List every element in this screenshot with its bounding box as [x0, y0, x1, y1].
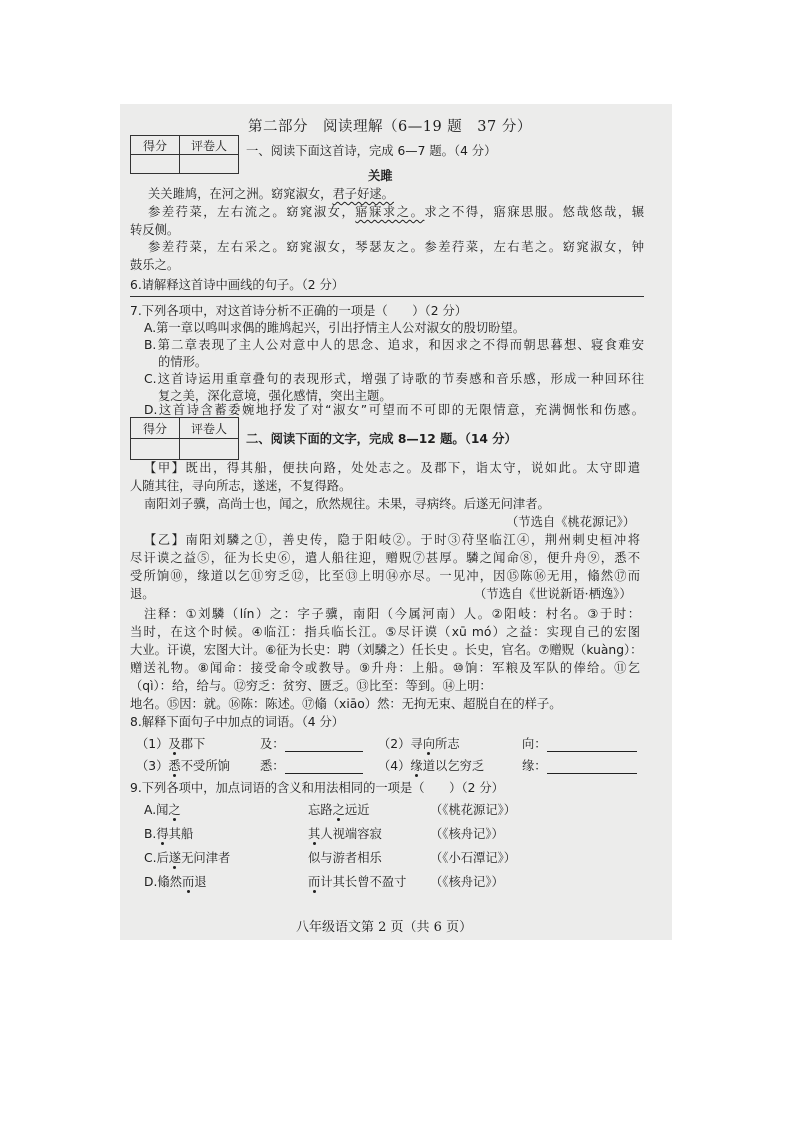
answer-line-q6[interactable] — [130, 296, 644, 297]
exam-page — [120, 104, 672, 940]
score-table-2 — [130, 417, 239, 460]
notes-line-5: （qì）：给，给与。⑫穷乏：贫穷、匮乏。⑬比至：等到。⑭上明： — [130, 679, 492, 693]
passage-b-line-2: 尽讦谟之益⑤，征为长史⑥，遣人船往迎，赠贶⑦甚厚。驎之闻命⑧，便升舟⑨，悉不 — [130, 551, 640, 565]
q8-item-4-answer: 缘： — [522, 758, 637, 774]
question-7-stem: 7.下列各项中，对这首诗分析不正确的一项是（ ）（2 分） — [130, 304, 468, 318]
q9-option-c-compare: 似与游者相乐 — [308, 851, 382, 865]
notes-line-3: 大业。讦谟，宏图大计。⑥征为长史：聘（刘驎之）任长史 。长史，官名。⑦赠贶（kuàng）： — [130, 643, 643, 657]
q9-option-a-source: （《桃花源记》） — [430, 803, 517, 817]
q9-option-c: C.后遂无问津者 — [144, 851, 231, 865]
grader-cell[interactable] — [180, 439, 239, 460]
poem-title: 关雎 — [368, 168, 393, 183]
question-6: 6.请解释这首诗中画线的句子。（2 分） — [130, 278, 345, 292]
grader-cell[interactable] — [180, 155, 239, 174]
poem-line-3: 参差荇菜，左右采之。窈窕淑女，琴瑟友之。参差荇菜，左右芼之。窈窕淑女，钟 — [148, 240, 644, 254]
passage-b-line-1: 【乙】南阳刘驎之①，善史传，隐于阳岐②。于时③苻坚临江④，荆州刺史桓冲将 — [144, 533, 640, 547]
poem-line-2: 参差荇菜，左右流之。窈窕淑女，寤寐求之。求之不得，寤寐思服。悠哉悠哉，辗 — [148, 205, 644, 219]
score-table-1 — [130, 135, 239, 174]
notes-line-1: 注释：①刘驎（lín）之：字子骥，南阳（今属河南）人。②阳岐：村名。③于时： — [144, 607, 640, 621]
passage-a-line-2: 人随其往，寻向所志，遂迷，不复得路。 — [130, 479, 352, 493]
q8-item-2-answer: 向： — [522, 736, 637, 752]
answer-blank[interactable] — [547, 760, 637, 774]
score-label: 得分 — [131, 418, 180, 439]
passage-a-line-3: 南阳刘子骥，高尚士也，闻之，欣然规往。未果，寻病终。后遂无问津者。 — [144, 497, 550, 511]
grader-label: 评卷人 — [180, 418, 239, 439]
q9-option-d-compare: 而计其长曾不盈寸 — [308, 875, 407, 889]
q9-option-c-source: （《小石潭记》） — [430, 851, 517, 865]
q9-option-d-source: （《核舟记》） — [430, 875, 504, 889]
notes-line-6: 地名。⑮因：就。⑯陈：陈述。⑰翛（xiāo）然：无拘无束、超脱自在的样子。 — [130, 697, 562, 711]
passage-b-line-3: 受所饷⑩，缘道以乞⑪穷乏⑫，比至⑬上明⑭亦尽。一见冲，因⑮陈⑯无用，翛然⑰而 — [130, 569, 640, 583]
underlined-sentence-1: 君子好逑。 — [332, 187, 394, 201]
section2-instruction: 二、阅读下面的文字，完成 8—12 题。（14 分） — [246, 432, 517, 446]
passage-a-source: （节选自《桃花源记》） — [506, 515, 636, 529]
q9-option-b-source: （《核舟记》） — [430, 827, 504, 841]
notes-line-4: 赠送礼物。⑧闻命：接受命令或教导。⑨升舟：上船。⑩饷：军粮及军队的俸给。⑪乞 — [130, 661, 640, 675]
notes-line-2: 当时，在这个时候。④临江：指兵临长江。⑤尽讦谟（xū mó）之益：实现自己的宏图 — [130, 625, 640, 639]
passage-b-line-4: 退。 — [130, 587, 155, 601]
score-cell[interactable] — [131, 155, 180, 174]
q7-option-c-cont: 复之美，深化意境，强化感情，突出主题。 — [158, 389, 392, 403]
grader-label: 评卷人 — [180, 136, 239, 155]
q7-option-d: D.这首诗含蓄委婉地抒发了对“淑女”可望而不可即的无限情意，充满惆怅和伤感。 — [144, 403, 644, 417]
poem-line-3-cont: 鼓乐之。 — [130, 258, 180, 272]
section1-instruction: 一、阅读下面这首诗，完成 6—7 题。（4 分） — [246, 144, 497, 158]
passage-b-source: （节选自《世说新语·栖逸》） — [474, 587, 632, 601]
q7-option-c: C.这首诗运用重章叠句的表现形式，增强了诗歌的节奏感和音乐感，形成一种回环往 — [144, 372, 644, 386]
part-title: 第二部分 阅读理解（6—19 题 37 分） — [248, 119, 532, 135]
poem-line-2-cont: 转反侧。 — [130, 223, 180, 237]
q8-item-1: （1）及郡下 — [136, 737, 206, 751]
underlined-sentence-2: 寤寐求之。 — [355, 205, 425, 219]
question-9-stem: 9.下列各项中，加点词语的含义和用法相同的一项是（ ）（2 分） — [130, 781, 504, 795]
q9-option-a: A.闻之 — [144, 803, 181, 817]
passage-a-line-1: 【甲】既出，得其船，便扶向路，处处志之。及郡下，诣太守，说如此。太守即遣 — [144, 461, 640, 475]
q9-option-b: B.得其船 — [144, 827, 194, 841]
answer-blank[interactable] — [285, 760, 363, 774]
q7-option-b: B.第二章表现了主人公对意中人的思念、追求，和因求之不得而朝思暮想、寝食难安 — [144, 338, 644, 352]
q9-option-a-compare: 忘路之远近 — [308, 803, 370, 817]
answer-blank[interactable] — [547, 738, 637, 752]
q8-item-4: （4）缘道以乞穷乏 — [378, 759, 485, 773]
q8-item-1-answer: 及： — [260, 736, 363, 752]
score-label: 得分 — [131, 136, 180, 155]
q8-item-3: （3）悉不受所饷 — [136, 759, 230, 773]
q8-item-2: （2）寻向所志 — [378, 737, 460, 751]
score-cell[interactable] — [131, 439, 180, 460]
q7-option-a: A.第一章以鸣叫求偶的雎鸠起兴，引出抒情主人公对淑女的殷切盼望。 — [144, 321, 526, 335]
q9-option-b-compare: 其人视端容寂 — [308, 827, 382, 841]
question-8-stem: 8.解释下面句子中加点的词语。（4 分） — [130, 715, 345, 729]
q8-item-3-answer: 悉： — [260, 758, 363, 774]
poem-line-1: 关关雎鸠，在河之洲。窈窕淑女，君子好逑。 — [148, 187, 394, 201]
answer-blank[interactable] — [285, 738, 363, 752]
q7-option-b-cont: 的情形。 — [158, 355, 208, 369]
page-footer: 八年级语文第 2 页（共 6 页） — [296, 920, 473, 935]
q9-option-d: D.翛然而退 — [144, 875, 207, 889]
